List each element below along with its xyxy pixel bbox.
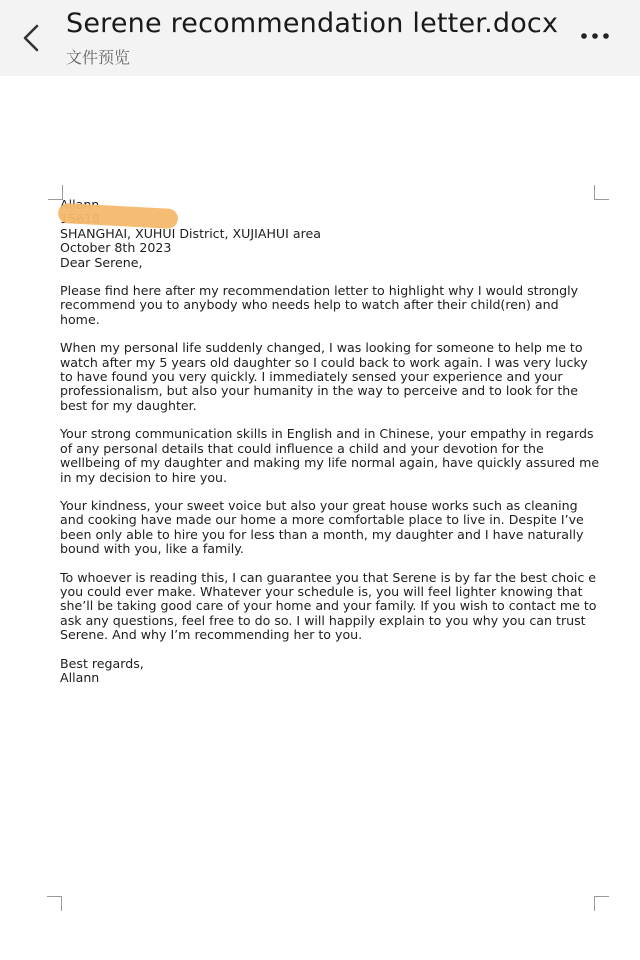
paragraph: To whoever is reading this, I can guarantee you that Serene is by far the best choic e you could ever make. Whatever your schedule is, you will feel lighter knowing that she’ll be taking good care of your home and your family. If you wish to contact me to ask any questions, feel free to do so. I will happily explain to you why you can trust Serene. And why I’m recommending her to you. (60, 569, 597, 643)
more-button[interactable] (572, 18, 618, 54)
letter-date: October 8th 2023 (60, 240, 172, 256)
page-corner-mark (47, 896, 62, 911)
page-corner-mark (594, 896, 609, 911)
paragraph: Your strong communication skills in English and in Chinese, your empathy in regards of any personal details that could influence a child and your devotion for the wellbeing of my daughter and making my life normal again, have quickly assured me in my decision to hire you. (60, 426, 600, 485)
closing: Best regards, (60, 655, 144, 671)
letter-body (60, 198, 600, 685)
back-button[interactable] (14, 18, 48, 58)
signature: Allann (60, 669, 100, 685)
document-title: Serene recommendation letter.docx (66, 8, 559, 39)
paragraph: Please find here after my recommendation letter to highlight why I would strongly recommend you to anybody who needs help to watch after their child(ren) and home. (60, 283, 579, 327)
paragraph: When my personal life suddenly changed, I was looking for someone to help me to watch after my 5 years old daughter so I could back to work again. I was very lucky to have found you very quickly. I immediately sensed your experience and your professionalism, but also your humanity in the way to perceive and to look for the best for my daughter. (60, 340, 588, 413)
document-subtitle: 文件预览 (66, 48, 131, 67)
sender-address: SHANGHAI, XUHUI District, XUJIAHUI area (60, 225, 321, 241)
chevron-left-icon (21, 23, 41, 53)
paragraph: Your kindness, your sweet voice but also your great house works such as cleaning and cooking have made our home a more comfortable place to live in. Despite I’ve been only able to hire you for less than a month, my daughter and I have naturally bound with you, like a family. (60, 497, 584, 557)
greeting: Dear Serene, (60, 254, 143, 270)
top-bar (0, 0, 640, 76)
more-dots-icon (580, 32, 610, 40)
